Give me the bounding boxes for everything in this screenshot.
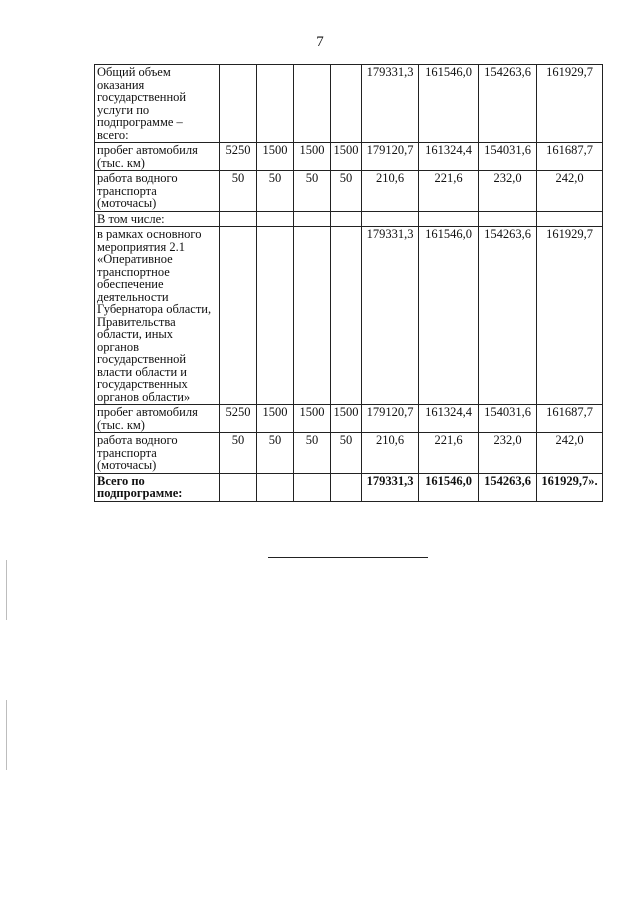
cell-indicator-2 [257, 227, 294, 405]
cell-indicator-4 [331, 211, 362, 227]
cell-indicator-2 [257, 65, 294, 143]
row-label: работа водного транспорта (моточасы) [95, 171, 220, 212]
table-row [95, 171, 603, 212]
cell-cost-4: 161687,7 [537, 405, 603, 433]
cell-indicator-4 [331, 65, 362, 143]
cell-indicator-3 [294, 227, 331, 405]
row-label: работа водного транспорта (моточасы) [95, 433, 220, 474]
cell-indicator-3 [294, 65, 331, 143]
cell-indicator-1: 50 [220, 433, 257, 474]
cell-cost-3 [479, 211, 537, 227]
cell-indicator-1 [220, 211, 257, 227]
cell-indicator-1: 50 [220, 171, 257, 212]
cell-cost-1 [362, 211, 419, 227]
end-separator-line [268, 557, 428, 558]
cell-indicator-3: 1500 [294, 143, 331, 171]
cell-indicator-1: 5250 [220, 405, 257, 433]
cell-cost-3: 154263,6 [479, 65, 537, 143]
row-label: В том числе: [95, 211, 220, 227]
cell-cost-2: 161546,0 [419, 473, 479, 501]
cell-cost-2: 221,6 [419, 171, 479, 212]
cell-cost-1: 179331,3 [362, 473, 419, 501]
cell-cost-2 [419, 211, 479, 227]
row-label: пробег автомобиля (тыс. км) [95, 405, 220, 433]
cell-cost-3: 154263,6 [479, 227, 537, 405]
table-row-total [95, 473, 603, 501]
cell-cost-1: 179331,3 [362, 65, 419, 143]
row-label: Общий объем оказания государственной услуги по подпрограмме – всего: [95, 65, 220, 143]
cell-indicator-2 [257, 211, 294, 227]
cell-indicator-2: 1500 [257, 143, 294, 171]
cell-indicator-4: 50 [331, 171, 362, 212]
cell-indicator-1 [220, 473, 257, 501]
cell-cost-3: 232,0 [479, 171, 537, 212]
cell-indicator-2: 50 [257, 171, 294, 212]
table-row [95, 227, 603, 405]
scan-edge-mark [6, 560, 7, 620]
table-row [95, 211, 603, 227]
cell-indicator-4 [331, 473, 362, 501]
row-label: пробег автомобиля (тыс. км) [95, 143, 220, 171]
cell-cost-4: 161929,7 [537, 227, 603, 405]
cell-cost-2: 161324,4 [419, 405, 479, 433]
cell-cost-1: 179331,3 [362, 227, 419, 405]
cell-indicator-1: 5250 [220, 143, 257, 171]
page-number: 7 [316, 34, 324, 50]
cell-cost-1: 210,6 [362, 171, 419, 212]
cell-cost-2: 161546,0 [419, 65, 479, 143]
cell-indicator-3: 1500 [294, 405, 331, 433]
cell-cost-3: 154263,6 [479, 473, 537, 501]
cell-cost-4: 161929,7». [537, 473, 603, 501]
cell-indicator-3 [294, 473, 331, 501]
cell-cost-3: 232,0 [479, 433, 537, 474]
cell-indicator-2 [257, 473, 294, 501]
cell-cost-1: 210,6 [362, 433, 419, 474]
cell-cost-1: 179120,7 [362, 405, 419, 433]
cell-indicator-4 [331, 227, 362, 405]
services-volume-table [94, 64, 603, 502]
cell-indicator-3: 50 [294, 171, 331, 212]
table-row [95, 65, 603, 143]
cell-cost-4: 242,0 [537, 171, 603, 212]
cell-indicator-2: 1500 [257, 405, 294, 433]
cell-cost-1: 179120,7 [362, 143, 419, 171]
cell-cost-3: 154031,6 [479, 405, 537, 433]
cell-indicator-1 [220, 65, 257, 143]
cell-indicator-3 [294, 211, 331, 227]
cell-cost-4: 242,0 [537, 433, 603, 474]
cell-indicator-3: 50 [294, 433, 331, 474]
table-row [95, 405, 603, 433]
cell-cost-4: 161929,7 [537, 65, 603, 143]
cell-indicator-2: 50 [257, 433, 294, 474]
table-row [95, 143, 603, 171]
cell-cost-4 [537, 211, 603, 227]
cell-indicator-4: 1500 [331, 405, 362, 433]
cell-cost-2: 161324,4 [419, 143, 479, 171]
cell-indicator-4: 1500 [331, 143, 362, 171]
cell-indicator-4: 50 [331, 433, 362, 474]
cell-indicator-1 [220, 227, 257, 405]
cell-cost-4: 161687,7 [537, 143, 603, 171]
cell-cost-3: 154031,6 [479, 143, 537, 171]
row-label: Всего по подпрограмме: [95, 473, 220, 501]
table-row [95, 433, 603, 474]
cell-cost-2: 161546,0 [419, 227, 479, 405]
row-label: в рамках основного мероприятия 2.1 «Оперативное транспортное обеспечение деятельности Губернатора области, Правительства области, иных органов государственной власти области и государственных органов области» [95, 227, 220, 405]
cell-cost-2: 221,6 [419, 433, 479, 474]
scan-edge-mark [6, 700, 7, 770]
